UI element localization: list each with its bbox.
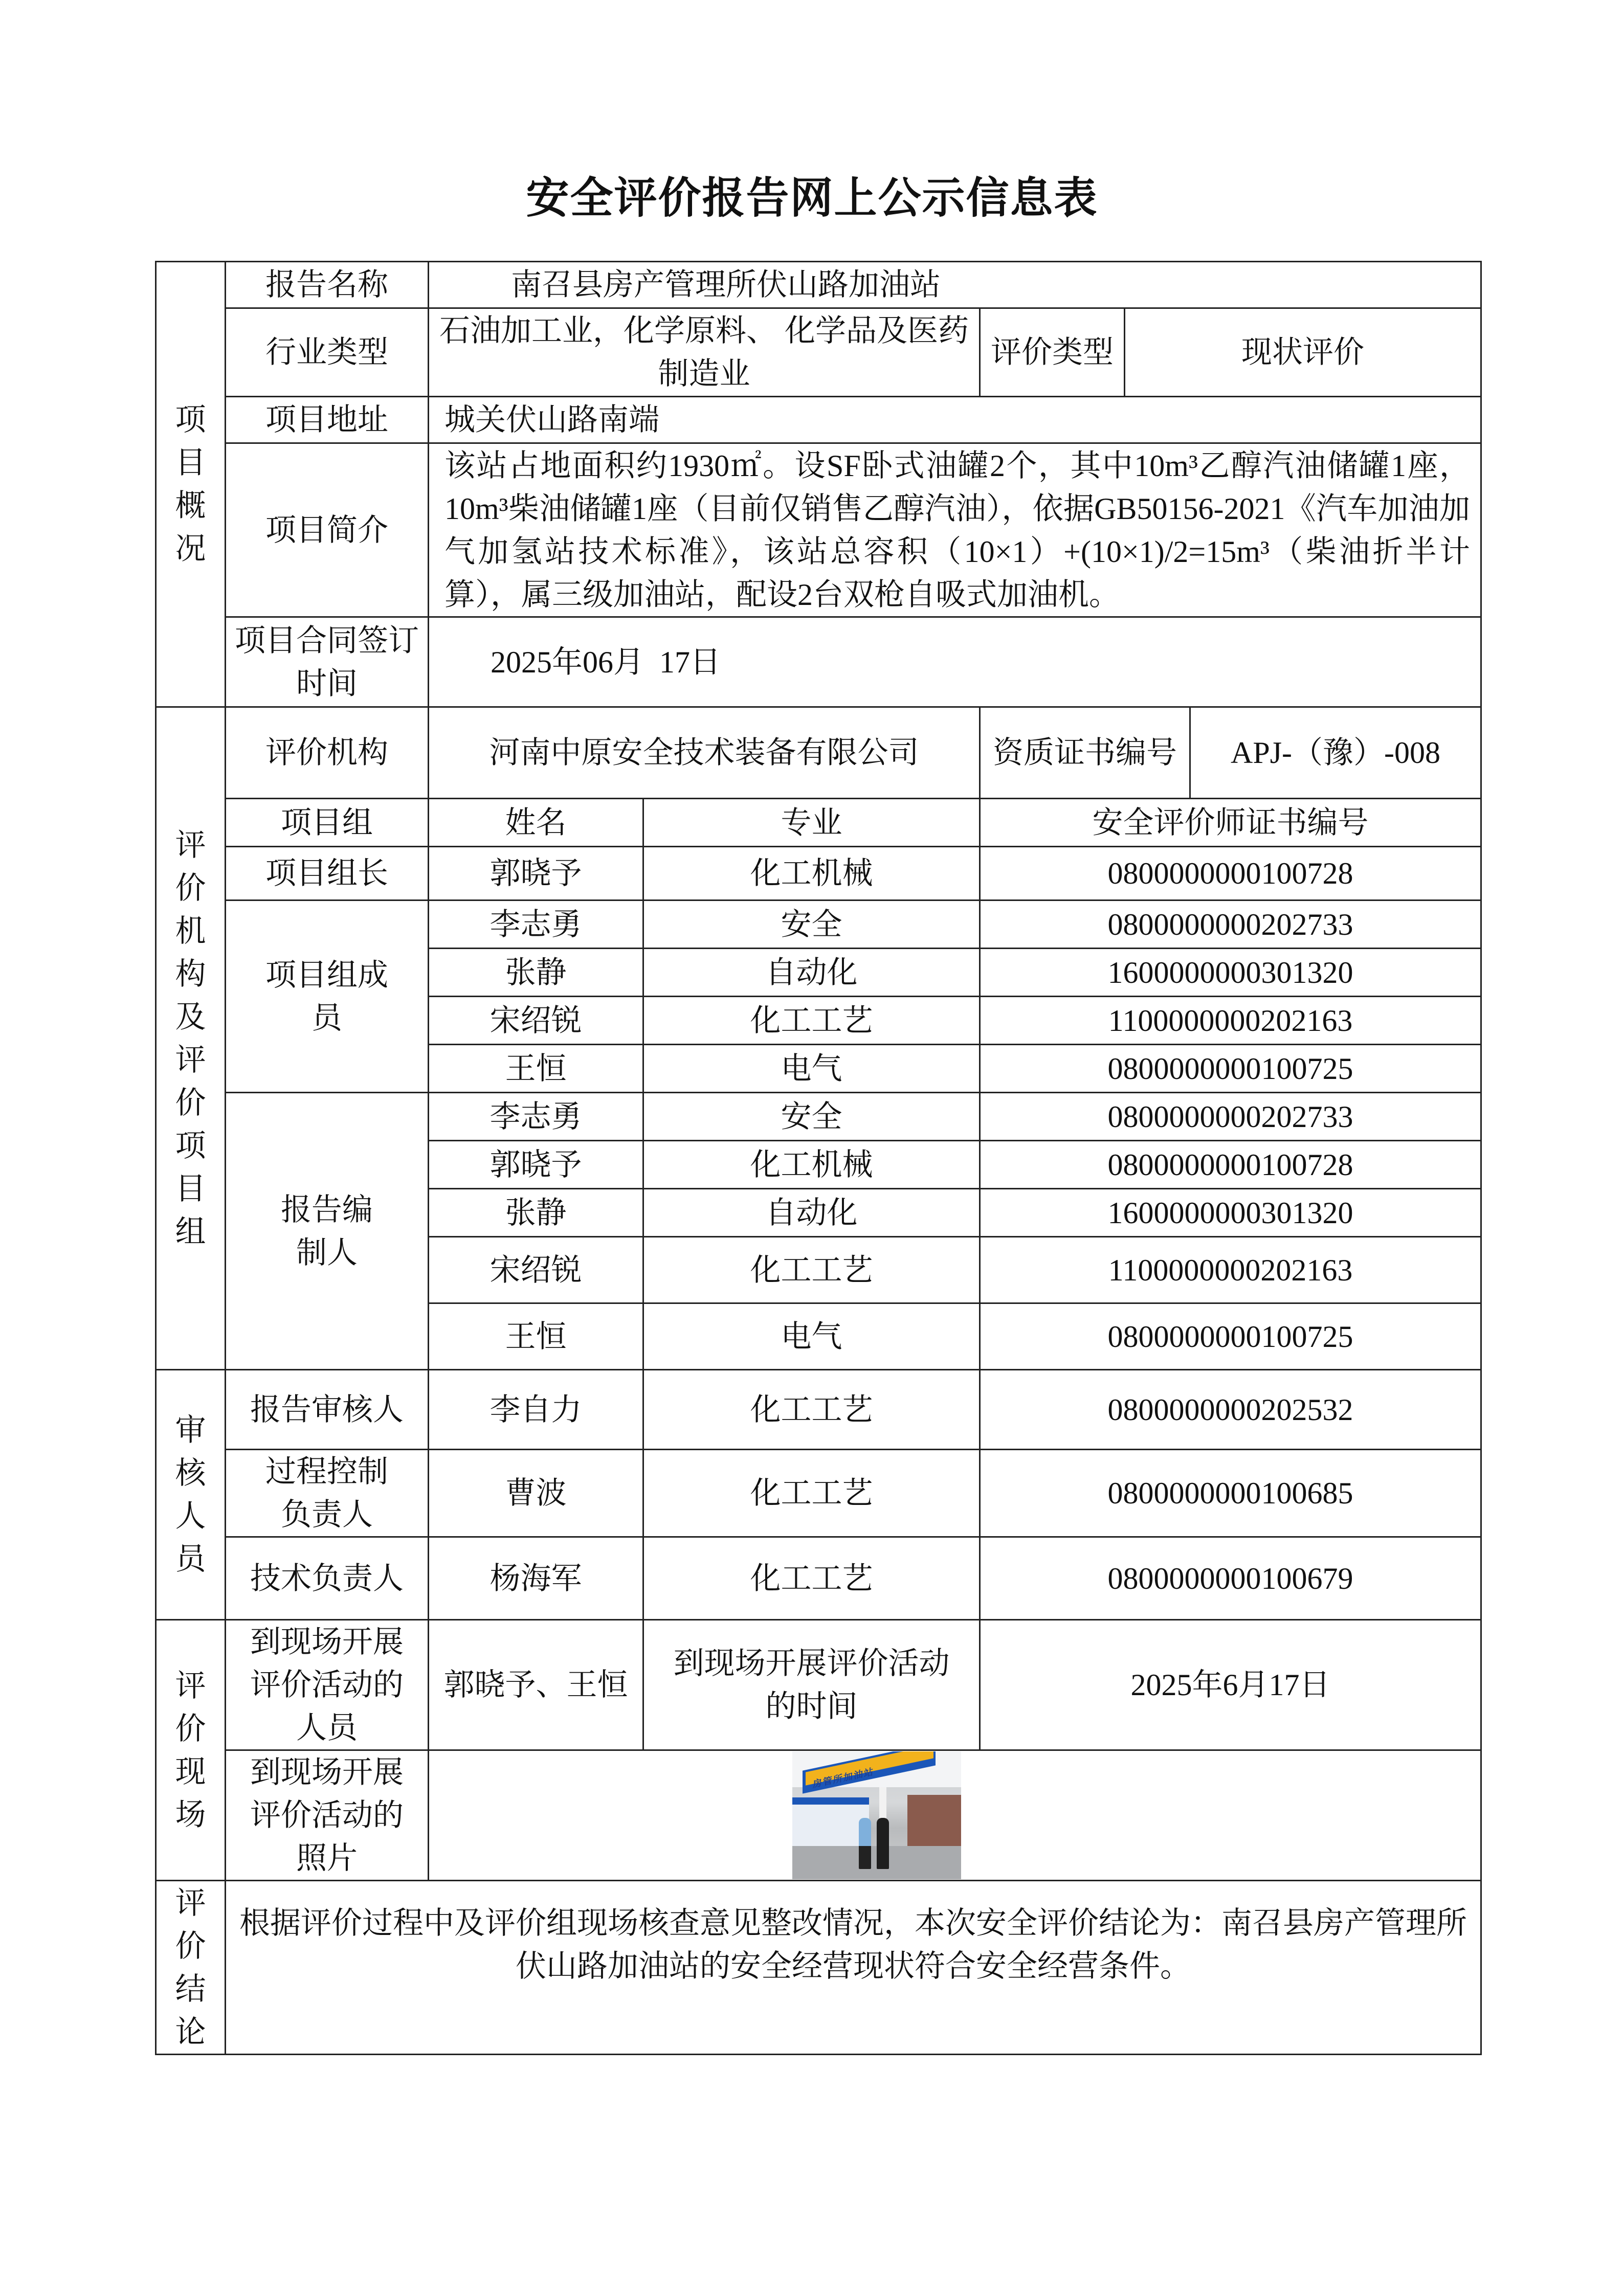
label-leader: 项目组长 xyxy=(226,847,429,901)
author-major: 电气 xyxy=(643,1303,980,1370)
person-figure xyxy=(859,1818,871,1869)
author-cert: 0800000000202733 xyxy=(980,1093,1481,1141)
photo-sign-text: 房管所加油站 xyxy=(813,1766,874,1790)
page-title: 安全评价报告网上公示信息表 xyxy=(526,175,1098,222)
label-contract: 项目合同签订时间 xyxy=(226,617,429,707)
person-figure xyxy=(877,1818,889,1869)
label-site-staff: 到现场开展评价活动的人员 xyxy=(226,1620,429,1750)
eval-type: 现状评价 xyxy=(1125,308,1481,397)
label-org: 评价机构 xyxy=(226,707,429,799)
member-major: 电气 xyxy=(643,1045,980,1093)
label-industry: 行业类型 xyxy=(226,308,429,397)
contract-date: 2025年06月 17日 xyxy=(429,617,1481,707)
leader-name: 郭晓予 xyxy=(429,847,643,901)
industry: 石油加工业，化学原料、 化学品及医药制造业 xyxy=(429,308,980,397)
review-role: 报告审核人 xyxy=(226,1370,429,1450)
section-review: 审核人员 xyxy=(156,1370,226,1620)
cert-no: APJ-（豫）-008 xyxy=(1190,707,1481,799)
section-conclusion: 评价结论 xyxy=(156,1881,226,2055)
author-major: 安全 xyxy=(643,1093,980,1141)
section-site: 评价现场 xyxy=(156,1620,226,1881)
author-cert: 0800000000100725 xyxy=(980,1303,1481,1370)
site-photo xyxy=(792,1751,961,1879)
section-org: 评价机构及评价项目组 xyxy=(156,707,226,1370)
leader-major: 化工机械 xyxy=(643,847,980,901)
author-cert: 1600000000301320 xyxy=(980,1189,1481,1237)
review-cert: 0800000000100685 xyxy=(980,1450,1481,1537)
member-major: 化工工艺 xyxy=(643,997,980,1045)
conclusion-text: 根据评价过程中及评价组现场核查意见整改情况，本次安全评价结论为：南召县房产管理所伏山路加油站的安全经营现状符合安全经营条件。 xyxy=(226,1881,1481,2055)
leader-cert: 0800000000100728 xyxy=(980,847,1481,901)
org-name: 河南中原安全技术装备有限公司 xyxy=(429,707,980,799)
author-name: 郭晓予 xyxy=(429,1141,643,1189)
header-cert: 安全评价师证书编号 xyxy=(980,799,1481,847)
author-major: 化工机械 xyxy=(643,1141,980,1189)
member-major: 安全 xyxy=(643,901,980,949)
intro: 该站占地面积约1930㎡。设SF卧式油罐2个，其中10m³乙醇汽油储罐1座，10m³柴油储罐1座（目前仅销售乙醇汽油），依据GB50156-2021《汽车加油加气加氢站技术标准》，该站总容积（10×1）+(10×1)/2=15m³（柴油折半计算），属三级加油站，配设2台双枪自吸式加油机。 xyxy=(429,443,1481,617)
review-major: 化工工艺 xyxy=(643,1537,980,1620)
review-name: 李自力 xyxy=(429,1370,643,1450)
author-major: 自动化 xyxy=(643,1189,980,1237)
review-name: 曹波 xyxy=(429,1450,643,1537)
member-cert: 1600000000301320 xyxy=(980,949,1481,997)
author-name: 宋绍锐 xyxy=(429,1237,643,1303)
site-photo-cell xyxy=(429,1750,1481,1881)
author-name: 李志勇 xyxy=(429,1093,643,1141)
header-major: 专业 xyxy=(643,799,980,847)
header-group: 项目组 xyxy=(226,799,429,847)
member-major: 自动化 xyxy=(643,949,980,997)
label-cert: 资质证书编号 xyxy=(980,707,1190,799)
review-cert: 0800000000202532 xyxy=(980,1370,1481,1450)
review-major: 化工工艺 xyxy=(643,1450,980,1537)
site-staff: 郭晓予、王恒 xyxy=(429,1620,643,1750)
review-name: 杨海军 xyxy=(429,1537,643,1620)
report-name: 南召县房产管理所伏山路加油站 xyxy=(429,262,1481,308)
label-authors: 报告编制人 xyxy=(226,1093,429,1370)
label-address: 项目地址 xyxy=(226,397,429,443)
member-name: 张静 xyxy=(429,949,643,997)
author-cert: 1100000000202163 xyxy=(980,1237,1481,1303)
section-overview: 项目概况 xyxy=(156,262,226,707)
label-members: 项目组成员 xyxy=(226,901,429,1093)
author-name: 张静 xyxy=(429,1189,643,1237)
review-cert: 0800000000100679 xyxy=(980,1537,1481,1620)
address: 城关伏山路南端 xyxy=(429,397,1481,443)
member-cert: 1100000000202163 xyxy=(980,997,1481,1045)
label-site-time: 到现场开展评价活动的时间 xyxy=(643,1620,980,1750)
member-name: 宋绍锐 xyxy=(429,997,643,1045)
label-eval-type: 评价类型 xyxy=(980,308,1125,397)
label-intro: 项目简介 xyxy=(226,443,429,617)
review-role: 技术负责人 xyxy=(226,1537,429,1620)
review-role: 过程控制负责人 xyxy=(226,1450,429,1537)
author-cert: 0800000000100728 xyxy=(980,1141,1481,1189)
info-table xyxy=(155,261,1482,2055)
member-cert: 0800000000100725 xyxy=(980,1045,1481,1093)
site-time: 2025年6月17日 xyxy=(980,1620,1481,1750)
member-name: 王恒 xyxy=(429,1045,643,1093)
member-cert: 0800000000202733 xyxy=(980,901,1481,949)
label-report-name: 报告名称 xyxy=(226,262,429,308)
review-major: 化工工艺 xyxy=(643,1370,980,1450)
author-name: 王恒 xyxy=(429,1303,643,1370)
member-name: 李志勇 xyxy=(429,901,643,949)
author-major: 化工工艺 xyxy=(643,1237,980,1303)
header-name: 姓名 xyxy=(429,799,643,847)
label-site-photo: 到现场开展评价活动的照片 xyxy=(226,1750,429,1881)
